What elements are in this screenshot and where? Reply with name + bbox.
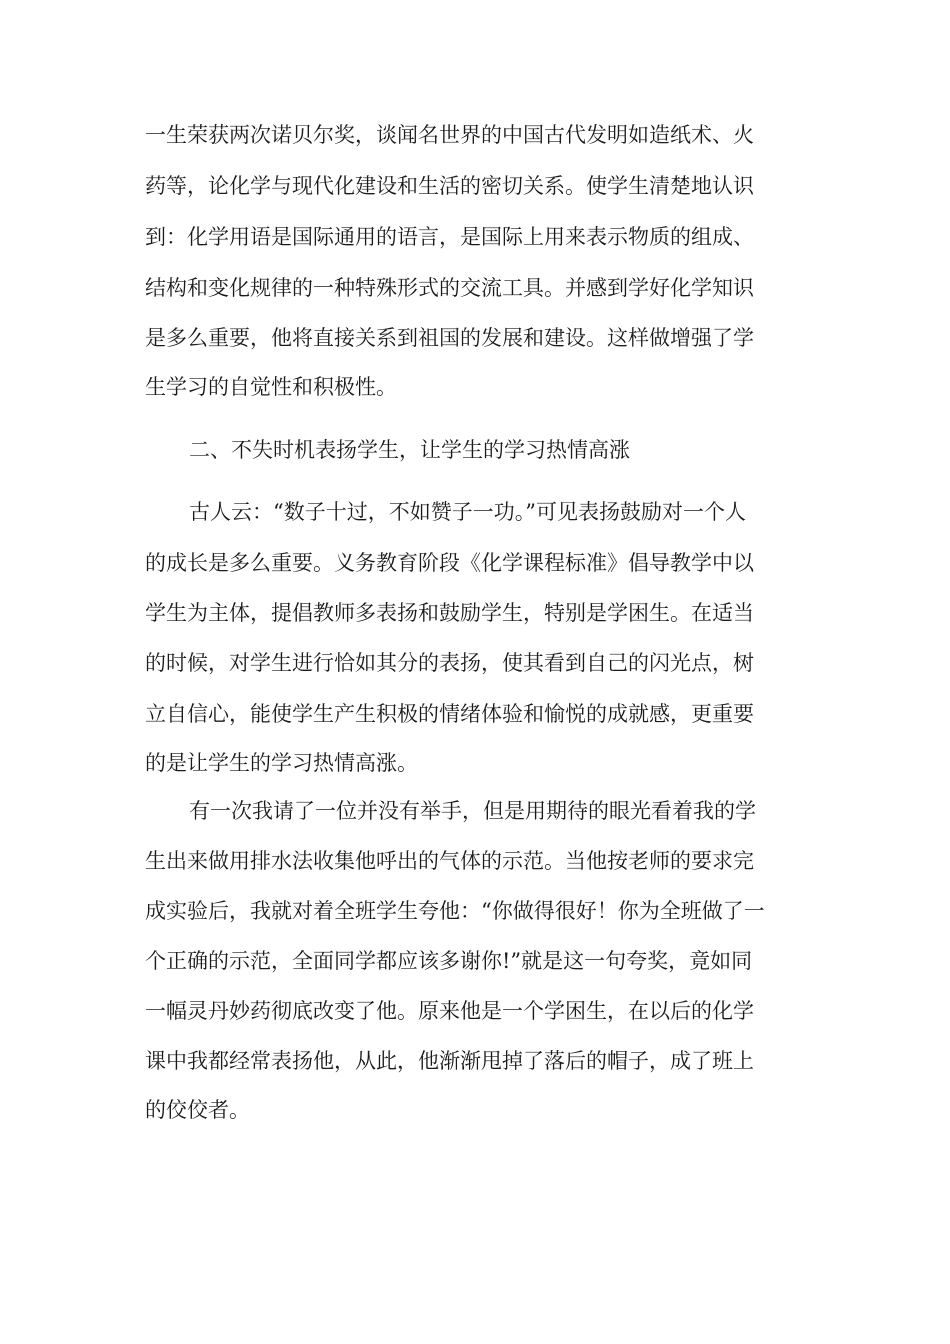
paragraph-line: 一生荣获两次诺贝尔奖，谈闻名世界的中国古代发明如造纸术、火 <box>145 123 754 147</box>
paragraph-line: 成实验后，我就对着全班学生夸他：“你做得很好！你为全班做了一 <box>145 899 765 923</box>
paragraph-line: 生学习的自觉性和积极性。 <box>145 375 397 399</box>
paragraph-line: 的成长是多么重要。义务教育阶段《化学课程标准》倡导教学中以 <box>145 551 754 575</box>
paragraph-line: 药等，论化学与现代化建设和生活的密切关系。使学生清楚地认识 <box>145 174 754 198</box>
paragraph-line: 到：化学用语是国际通用的语言，是国际上用来表示物质的组成、 <box>145 225 754 249</box>
paragraph-line: 一幅灵丹妙药彻底改变了他。原来他是一个学困生，在以后的化学 <box>145 999 754 1023</box>
paragraph-line: 古人云：“数子十过，不如赞子一功。”可见表扬鼓励对一个人 <box>189 500 746 524</box>
paragraph-line: 学生为主体，提倡教师多表扬和鼓励学生，特别是学困生。在适当 <box>145 601 754 625</box>
paragraph-line: 的是让学生的学习热情高涨。 <box>145 751 418 775</box>
paragraph-line: 结构和变化规律的一种特殊形式的交流工具。并感到学好化学知识 <box>145 276 754 300</box>
paragraph-line: 立自信心，能使学生产生积极的情绪体验和愉悦的成就感，更重要 <box>145 702 754 726</box>
paragraph-line: 的佼佼者。 <box>145 1098 250 1122</box>
paragraph-line: 课中我都经常表扬他，从此，他渐渐甩掉了落后的帽子，成了班上 <box>145 1049 754 1073</box>
paragraph-line: 是多么重要，他将直接关系到祖国的发展和建设。这样做增强了学 <box>145 326 754 350</box>
section-heading: 二、不失时机表扬学生，让学生的学习热情高涨 <box>189 438 630 462</box>
paragraph-line: 个正确的示范，全面同学都应该多谢你!”就是这一句夸奖，竟如同 <box>145 949 753 973</box>
paragraph-line: 有一次我请了一位并没有举手，但是用期待的眼光看着我的学 <box>189 799 756 823</box>
paragraph-line: 生出来做用排水法收集他呼出的气体的示范。当他按老师的要求完 <box>145 849 754 873</box>
paragraph-line: 的时候，对学生进行恰如其分的表扬，使其看到自己的闪光点，树 <box>145 651 754 675</box>
